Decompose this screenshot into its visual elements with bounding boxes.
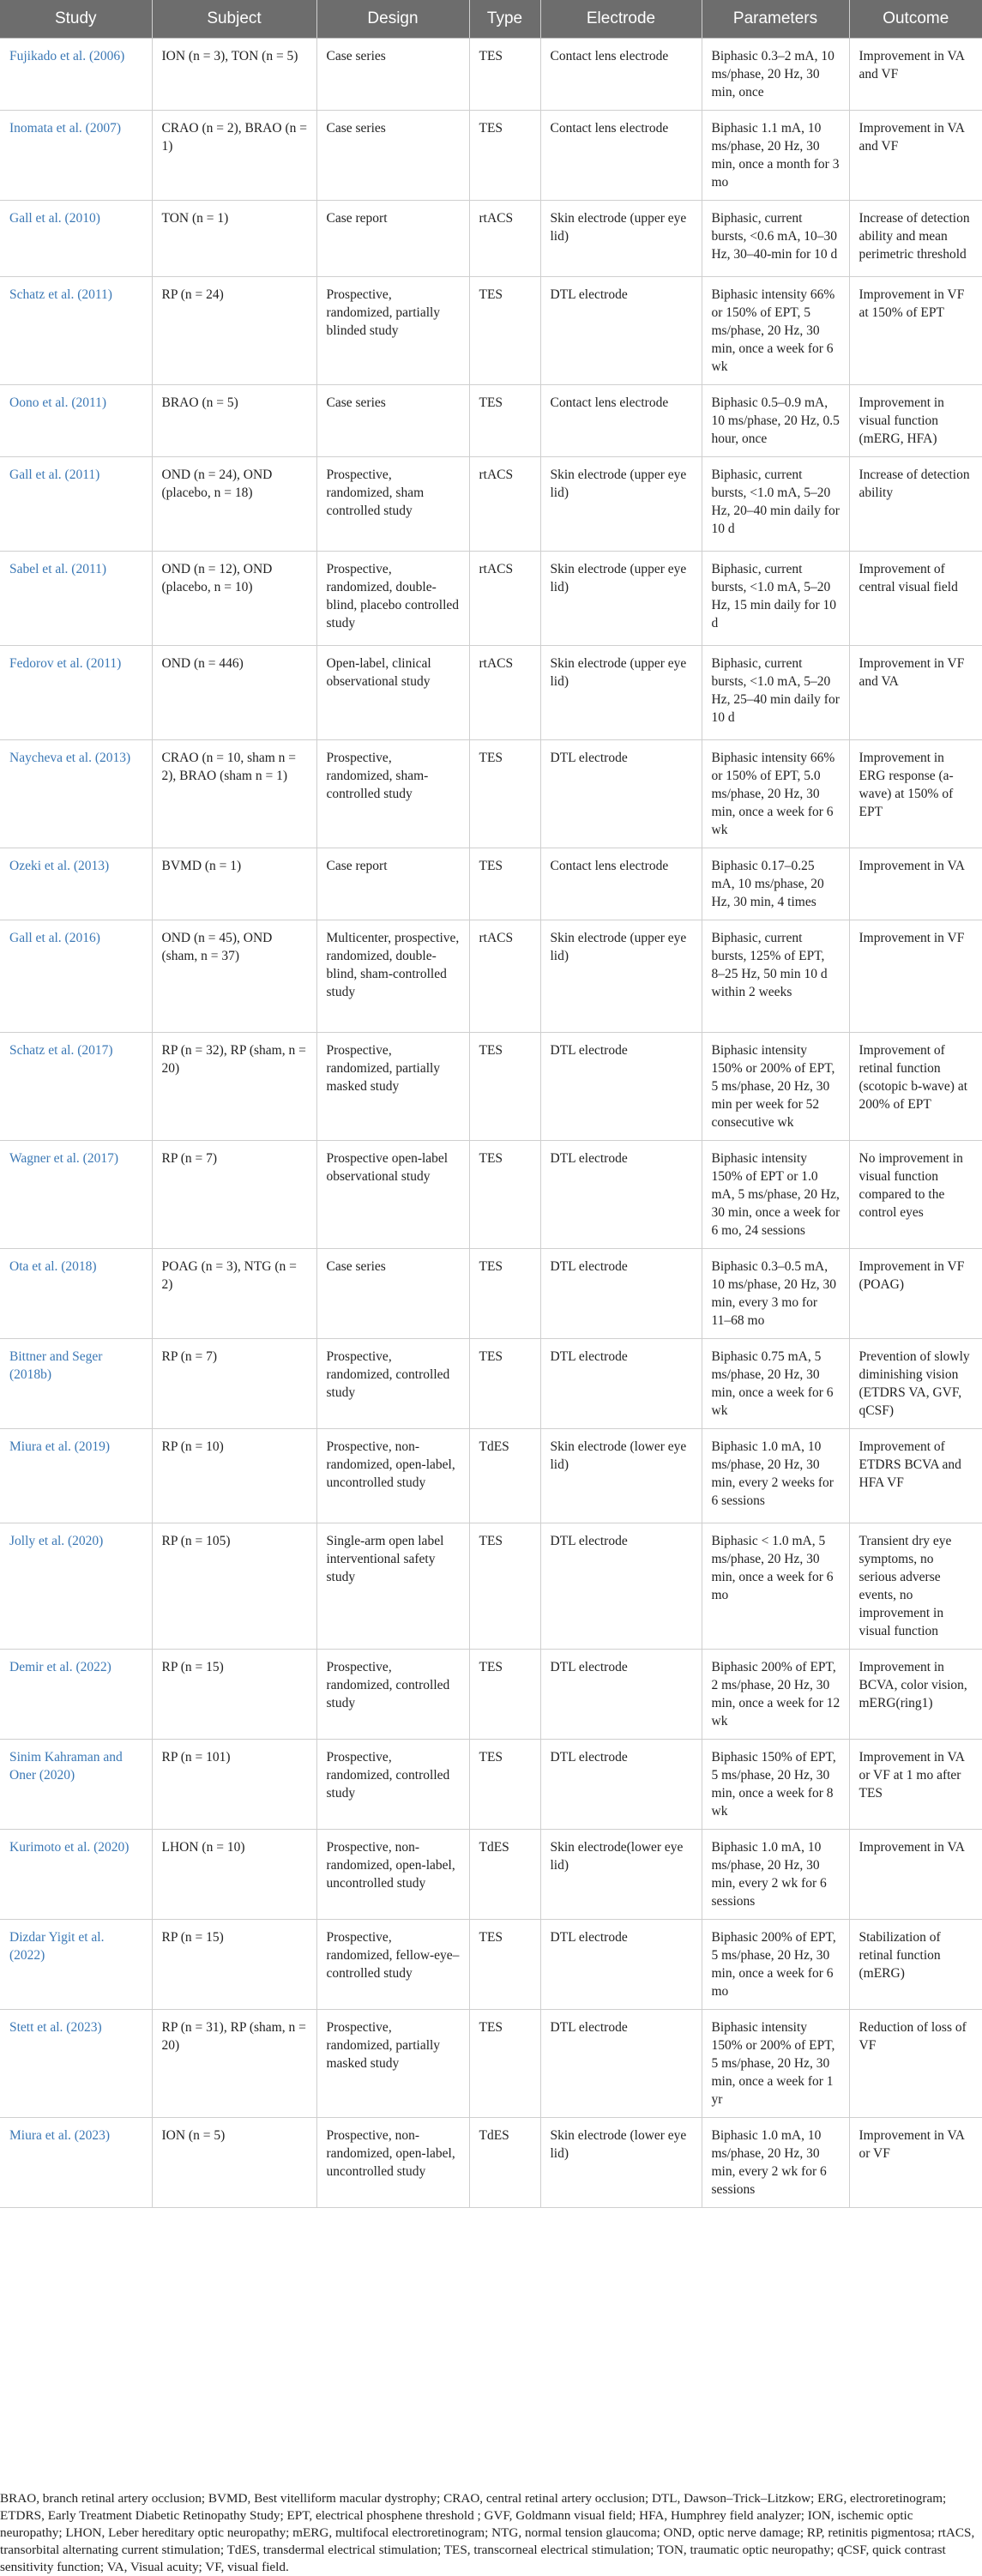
cell-subject: CRAO (n = 2), BRAO (n = 1) xyxy=(152,111,316,201)
cell-outcome: Improvement in VA and VF xyxy=(849,111,982,201)
cell-parameters: Biphasic, current bursts, <1.0 mA, 5–20 Hz, 20–40 min daily for 10 d xyxy=(702,457,849,552)
cell-parameters: Biphasic 1.0 mA, 10 ms/phase, 20 Hz, 30 min, every 2 wk for 6 sessions xyxy=(702,1830,849,1920)
col-header-electrode: Electrode xyxy=(540,0,702,39)
cell-design: Case series xyxy=(316,111,469,201)
cell-outcome: Stabilization of retinal function (mERG) xyxy=(849,1920,982,2010)
cell-electrode: DTL electrode xyxy=(540,277,702,385)
cell-study[interactable]: Ozeki et al. (2013) xyxy=(0,848,152,920)
cell-study[interactable]: Sinim Kahraman and Oner (2020) xyxy=(0,1740,152,1830)
header-row xyxy=(0,0,982,39)
cell-parameters: Biphasic 0.3–2 mA, 10 ms/phase, 20 Hz, 30 min, once xyxy=(702,39,849,111)
cell-outcome: Improvement of ETDRS BCVA and HFA VF xyxy=(849,1429,982,1523)
cell-outcome: Improvement in VA or VF xyxy=(849,2118,982,2208)
table-row xyxy=(0,385,982,457)
table-row xyxy=(0,1033,982,1141)
cell-outcome: Improvement in VA or VF at 1 mo after TES xyxy=(849,1740,982,1830)
cell-type: TES xyxy=(469,39,540,111)
cell-outcome: Improvement in visual function (mERG, HFA) xyxy=(849,385,982,457)
cell-type: TdES xyxy=(469,1429,540,1523)
table-row xyxy=(0,457,982,552)
cell-type: rtACS xyxy=(469,646,540,740)
cell-subject: LHON (n = 10) xyxy=(152,1830,316,1920)
table-row xyxy=(0,552,982,646)
cell-parameters: Biphasic intensity 150% of EPT or 1.0 mA, 5 ms/phase, 20 Hz, 30 min, once a week for 6 mo, 24 sessions xyxy=(702,1141,849,1249)
cell-electrode: Contact lens electrode xyxy=(540,385,702,457)
cell-outcome: Increase of detection ability and mean perimetric threshold xyxy=(849,201,982,277)
cell-electrode: DTL electrode xyxy=(540,1920,702,2010)
cell-study[interactable]: Oono et al. (2011) xyxy=(0,385,152,457)
cell-subject: RP (n = 24) xyxy=(152,277,316,385)
cell-design: Case report xyxy=(316,201,469,277)
cell-type: TES xyxy=(469,2010,540,2118)
cell-electrode: Skin electrode (upper eye lid) xyxy=(540,552,702,646)
cell-outcome: Improvement in ERG response (a-wave) at 150% of EPT xyxy=(849,740,982,848)
cell-type: TES xyxy=(469,1920,540,2010)
cell-subject: RP (n = 15) xyxy=(152,1920,316,2010)
table-footnote: BRAO, branch retinal artery occlusion; BVMD, Best vitelliform macular dystrophy; CRAO, central retinal artery occlusion; DTL, Dawson–Trick–Litzkow; ERG, electroretinogram; ETDRS, Early Treatment Diabetic Retinopathy Study; EPT, electrical phosphene threshold ; GVF, Goldmann visual field; HFA, Humphrey field analyzer; ION, ischemic optic neuropathy; LHON, Leber hereditary optic neuropathy; mERG, multifocal electroretinogram; NTG, normal tension glaucoma; OND, optic nerve damage; RP, retinitis pigmentosa; rtACS, transorbital alternating current stimulation; TdES, transdermal electrical stimulation; TES, transcorneal electrical stimulation; TON, traumatic optic neuropathy; qCSF, quick contrast sensitivity function; VA, Visual acuity; VF, visual field. xyxy=(0,2491,975,2574)
cell-electrode: DTL electrode xyxy=(540,1740,702,1830)
cell-outcome: Improvement in BCVA, color vision, mERG(ring1) xyxy=(849,1650,982,1740)
cell-subject: BVMD (n = 1) xyxy=(152,848,316,920)
cell-subject: ION (n = 3), TON (n = 5) xyxy=(152,39,316,111)
cell-parameters: Biphasic, current bursts, <1.0 mA, 5–20 Hz, 15 min daily for 10 d xyxy=(702,552,849,646)
cell-design: Prospective, randomized, controlled study xyxy=(316,1740,469,1830)
cell-study[interactable]: Miura et al. (2023) xyxy=(0,2118,152,2208)
cell-outcome: Improvement of retinal function (scotopic b-wave) at 200% of EPT xyxy=(849,1033,982,1141)
cell-subject: RP (n = 31), RP (sham, n = 20) xyxy=(152,2010,316,2118)
cell-type: TES xyxy=(469,740,540,848)
cell-parameters: Biphasic 0.5–0.9 mA, 10 ms/phase, 20 Hz, 0.5 hour, once xyxy=(702,385,849,457)
cell-subject: ION (n = 5) xyxy=(152,2118,316,2208)
cell-type: rtACS xyxy=(469,552,540,646)
table-row xyxy=(0,1740,982,1830)
cell-type: TES xyxy=(469,1339,540,1429)
cell-outcome: Improvement in VF at 150% of EPT xyxy=(849,277,982,385)
cell-subject: RP (n = 101) xyxy=(152,1740,316,1830)
table-row xyxy=(0,740,982,848)
cell-parameters: Biphasic, current bursts, <0.6 mA, 10–30 Hz, 30–40-min for 10 d xyxy=(702,201,849,277)
cell-study[interactable]: Bittner and Seger (2018b) xyxy=(0,1339,152,1429)
table-row xyxy=(0,277,982,385)
cell-electrode: Skin electrode (lower eye lid) xyxy=(540,2118,702,2208)
cell-outcome: Reduction of loss of VF xyxy=(849,2010,982,2118)
cell-design: Prospective, non-randomized, open-label, uncontrolled study xyxy=(316,2118,469,2208)
cell-study[interactable]: Inomata et al. (2007) xyxy=(0,111,152,201)
cell-parameters: Biphasic 0.17–0.25 mA, 10 ms/phase, 20 Hz, 30 min, 4 times xyxy=(702,848,849,920)
cell-design: Prospective, randomized, sham controlled study xyxy=(316,457,469,552)
cell-electrode: Skin electrode (upper eye lid) xyxy=(540,457,702,552)
cell-type: rtACS xyxy=(469,457,540,552)
table-row xyxy=(0,1650,982,1740)
cell-type: TES xyxy=(469,111,540,201)
cell-study[interactable]: Wagner et al. (2017) xyxy=(0,1141,152,1249)
col-header-parameters: Parameters xyxy=(702,0,849,39)
cell-study[interactable]: Schatz et al. (2017) xyxy=(0,1033,152,1141)
cell-design: Open-label, clinical observational study xyxy=(316,646,469,740)
cell-outcome: Improvement in VF (POAG) xyxy=(849,1249,982,1339)
cell-type: TES xyxy=(469,1740,540,1830)
cell-type: TES xyxy=(469,848,540,920)
cell-parameters: Biphasic intensity 150% or 200% of EPT, 5 ms/phase, 20 Hz, 30 min, once a week for 1 yr xyxy=(702,2010,849,2118)
cell-subject: OND (n = 45), OND (sham, n = 37) xyxy=(152,920,316,1033)
cell-design: Case report xyxy=(316,848,469,920)
cell-design: Prospective, randomized, fellow-eye–controlled study xyxy=(316,1920,469,2010)
cell-electrode: Skin electrode (upper eye lid) xyxy=(540,920,702,1033)
cell-outcome: Improvement in VF and VA xyxy=(849,646,982,740)
cell-type: TES xyxy=(469,1523,540,1650)
cell-study[interactable]: Fedorov et al. (2011) xyxy=(0,646,152,740)
cell-parameters: Biphasic < 1.0 mA, 5 ms/phase, 20 Hz, 30 min, once a week for 6 mo xyxy=(702,1523,849,1650)
cell-design: Prospective open-label observational study xyxy=(316,1141,469,1249)
cell-design: Multicenter, prospective, randomized, double-blind, sham-controlled study xyxy=(316,920,469,1033)
cell-subject: OND (n = 24), OND (placebo, n = 18) xyxy=(152,457,316,552)
cell-subject: POAG (n = 3), NTG (n = 2) xyxy=(152,1249,316,1339)
table-row xyxy=(0,1141,982,1249)
cell-subject: RP (n = 10) xyxy=(152,1429,316,1523)
cell-study[interactable]: Gall et al. (2010) xyxy=(0,201,152,277)
cell-type: TdES xyxy=(469,1830,540,1920)
cell-study[interactable]: Gall et al. (2011) xyxy=(0,457,152,552)
table-row xyxy=(0,1249,982,1339)
cell-subject: OND (n = 446) xyxy=(152,646,316,740)
cell-outcome: Transient dry eye symptoms, no serious adverse events, no improvement in visual function xyxy=(849,1523,982,1650)
cell-electrode: DTL electrode xyxy=(540,1249,702,1339)
cell-design: Prospective, randomized, controlled study xyxy=(316,1339,469,1429)
cell-design: Prospective, randomized, partially blinded study xyxy=(316,277,469,385)
cell-electrode: DTL electrode xyxy=(540,2010,702,2118)
cell-study[interactable]: Demir et al. (2022) xyxy=(0,1650,152,1740)
cell-electrode: Skin electrode(lower eye lid) xyxy=(540,1830,702,1920)
table-row xyxy=(0,1920,982,2010)
cell-electrode: DTL electrode xyxy=(540,1141,702,1249)
cell-study[interactable]: Jolly et al. (2020) xyxy=(0,1523,152,1650)
cell-subject: CRAO (n = 10, sham n = 2), BRAO (sham n = 1) xyxy=(152,740,316,848)
cell-electrode: DTL electrode xyxy=(540,1650,702,1740)
cell-design: Case series xyxy=(316,39,469,111)
cell-parameters: Biphasic intensity 150% or 200% of EPT, 5 ms/phase, 20 Hz, 30 min per week for 52 consecutive wk xyxy=(702,1033,849,1141)
cell-type: rtACS xyxy=(469,920,540,1033)
col-header-design: Design xyxy=(316,0,469,39)
cell-subject: RP (n = 7) xyxy=(152,1141,316,1249)
cell-electrode: Contact lens electrode xyxy=(540,39,702,111)
cell-type: TdES xyxy=(469,2118,540,2208)
cell-type: TES xyxy=(469,1141,540,1249)
table-row xyxy=(0,111,982,201)
cell-parameters: Biphasic 1.0 mA, 10 ms/phase, 20 Hz, 30 min, every 2 wk for 6 sessions xyxy=(702,2118,849,2208)
table-row xyxy=(0,2118,982,2208)
cell-outcome: Improvement in VF xyxy=(849,920,982,1033)
table-row xyxy=(0,1429,982,1523)
table-row xyxy=(0,39,982,111)
cell-type: TES xyxy=(469,1650,540,1740)
cell-subject: TON (n = 1) xyxy=(152,201,316,277)
cell-type: TES xyxy=(469,1249,540,1339)
cell-outcome: Improvement in VA and VF xyxy=(849,39,982,111)
table-row xyxy=(0,646,982,740)
table-row xyxy=(0,1339,982,1429)
table-row xyxy=(0,1523,982,1650)
cell-design: Prospective, randomized, double-blind, placebo controlled study xyxy=(316,552,469,646)
cell-electrode: DTL electrode xyxy=(540,1033,702,1141)
col-header-study: Study xyxy=(0,0,152,39)
cell-parameters: Biphasic 0.3–0.5 mA, 10 ms/phase, 20 Hz, 30 min, every 3 mo for 11–68 mo xyxy=(702,1249,849,1339)
cell-design: Prospective, non-randomized, open-label, uncontrolled study xyxy=(316,1830,469,1920)
cell-parameters: Biphasic intensity 66% or 150% of EPT, 5 ms/phase, 20 Hz, 30 min, once a week for 6 wk xyxy=(702,277,849,385)
cell-study[interactable]: Gall et al. (2016) xyxy=(0,920,152,1033)
cell-design: Prospective, randomized, partially masked study xyxy=(316,2010,469,2118)
cell-design: Case series xyxy=(316,1249,469,1339)
cell-type: TES xyxy=(469,1033,540,1141)
cell-design: Prospective, randomized, sham-controlled study xyxy=(316,740,469,848)
cell-study[interactable]: Fujikado et al. (2006) xyxy=(0,39,152,111)
table-row xyxy=(0,201,982,277)
cell-outcome: Improvement in VA xyxy=(849,848,982,920)
cell-electrode: DTL electrode xyxy=(540,1339,702,1429)
cell-subject: BRAO (n = 5) xyxy=(152,385,316,457)
col-header-subject: Subject xyxy=(152,0,316,39)
cell-parameters: Biphasic 200% of EPT, 2 ms/phase, 20 Hz, 30 min, once a week for 12 wk xyxy=(702,1650,849,1740)
cell-design: Prospective, randomized, partially masked study xyxy=(316,1033,469,1141)
col-header-type: Type xyxy=(469,0,540,39)
cell-study[interactable]: Schatz et al. (2011) xyxy=(0,277,152,385)
cell-subject: OND (n = 12), OND (placebo, n = 10) xyxy=(152,552,316,646)
cell-outcome: Improvement of central visual field xyxy=(849,552,982,646)
cell-subject: RP (n = 32), RP (sham, n = 20) xyxy=(152,1033,316,1141)
cell-type: TES xyxy=(469,277,540,385)
cell-electrode: DTL electrode xyxy=(540,740,702,848)
table-row xyxy=(0,848,982,920)
cell-design: Single-arm open label interventional safety study xyxy=(316,1523,469,1650)
cell-study[interactable]: Stett et al. (2023) xyxy=(0,2010,152,2118)
cell-parameters: Biphasic 1.0 mA, 10 ms/phase, 20 Hz, 30 min, every 2 weeks for 6 sessions xyxy=(702,1429,849,1523)
table-row xyxy=(0,1830,982,1920)
cell-outcome: Prevention of slowly diminishing vision (ETDRS VA, GVF, qCSF) xyxy=(849,1339,982,1429)
cell-subject: RP (n = 105) xyxy=(152,1523,316,1650)
cell-electrode: DTL electrode xyxy=(540,1523,702,1650)
cell-study[interactable]: Miura et al. (2019) xyxy=(0,1429,152,1523)
cell-type: rtACS xyxy=(469,201,540,277)
cell-electrode: Skin electrode (upper eye lid) xyxy=(540,201,702,277)
cell-parameters: Biphasic 150% of EPT, 5 ms/phase, 20 Hz, 30 min, once a week for 8 wk xyxy=(702,1740,849,1830)
cell-outcome: Increase of detection ability xyxy=(849,457,982,552)
table-row xyxy=(0,920,982,1033)
cell-electrode: Contact lens electrode xyxy=(540,111,702,201)
cell-parameters: Biphasic 1.1 mA, 10 ms/phase, 20 Hz, 30 min, once a month for 3 mo xyxy=(702,111,849,201)
col-header-outcome: Outcome xyxy=(849,0,982,39)
cell-parameters: Biphasic, current bursts, 125% of EPT, 8–25 Hz, 50 min 10 d within 2 weeks xyxy=(702,920,849,1033)
cell-study[interactable]: Naycheva et al. (2013) xyxy=(0,740,152,848)
cell-parameters: Biphasic intensity 66% or 150% of EPT, 5.0 ms/phase, 20 Hz, 30 min, once a week for 6 wk xyxy=(702,740,849,848)
cell-outcome: Improvement in VA xyxy=(849,1830,982,1920)
cell-parameters: Biphasic 0.75 mA, 5 ms/phase, 20 Hz, 30 min, once a week for 6 wk xyxy=(702,1339,849,1429)
cell-parameters: Biphasic 200% of EPT, 5 ms/phase, 20 Hz, 30 min, once a week for 6 mo xyxy=(702,1920,849,2010)
cell-design: Case series xyxy=(316,385,469,457)
cell-type: TES xyxy=(469,385,540,457)
cell-study[interactable]: Ota et al. (2018) xyxy=(0,1249,152,1339)
cell-subject: RP (n = 7) xyxy=(152,1339,316,1429)
cell-electrode: Skin electrode (upper eye lid) xyxy=(540,646,702,740)
cell-parameters: Biphasic, current bursts, <1.0 mA, 5–20 Hz, 25–40 min daily for 10 d xyxy=(702,646,849,740)
cell-electrode: Skin electrode (lower eye lid) xyxy=(540,1429,702,1523)
cell-study[interactable]: Sabel et al. (2011) xyxy=(0,552,152,646)
cell-design: Prospective, randomized, controlled study xyxy=(316,1650,469,1740)
cell-study[interactable]: Dizdar Yigit et al. (2022) xyxy=(0,1920,152,2010)
cell-design: Prospective, non-randomized, open-label, uncontrolled study xyxy=(316,1429,469,1523)
cell-outcome: No improvement in visual function compared to the control eyes xyxy=(849,1141,982,1249)
table-row xyxy=(0,2010,982,2118)
cell-subject: RP (n = 15) xyxy=(152,1650,316,1740)
cell-study[interactable]: Kurimoto et al. (2020) xyxy=(0,1830,152,1920)
cell-electrode: Contact lens electrode xyxy=(540,848,702,920)
